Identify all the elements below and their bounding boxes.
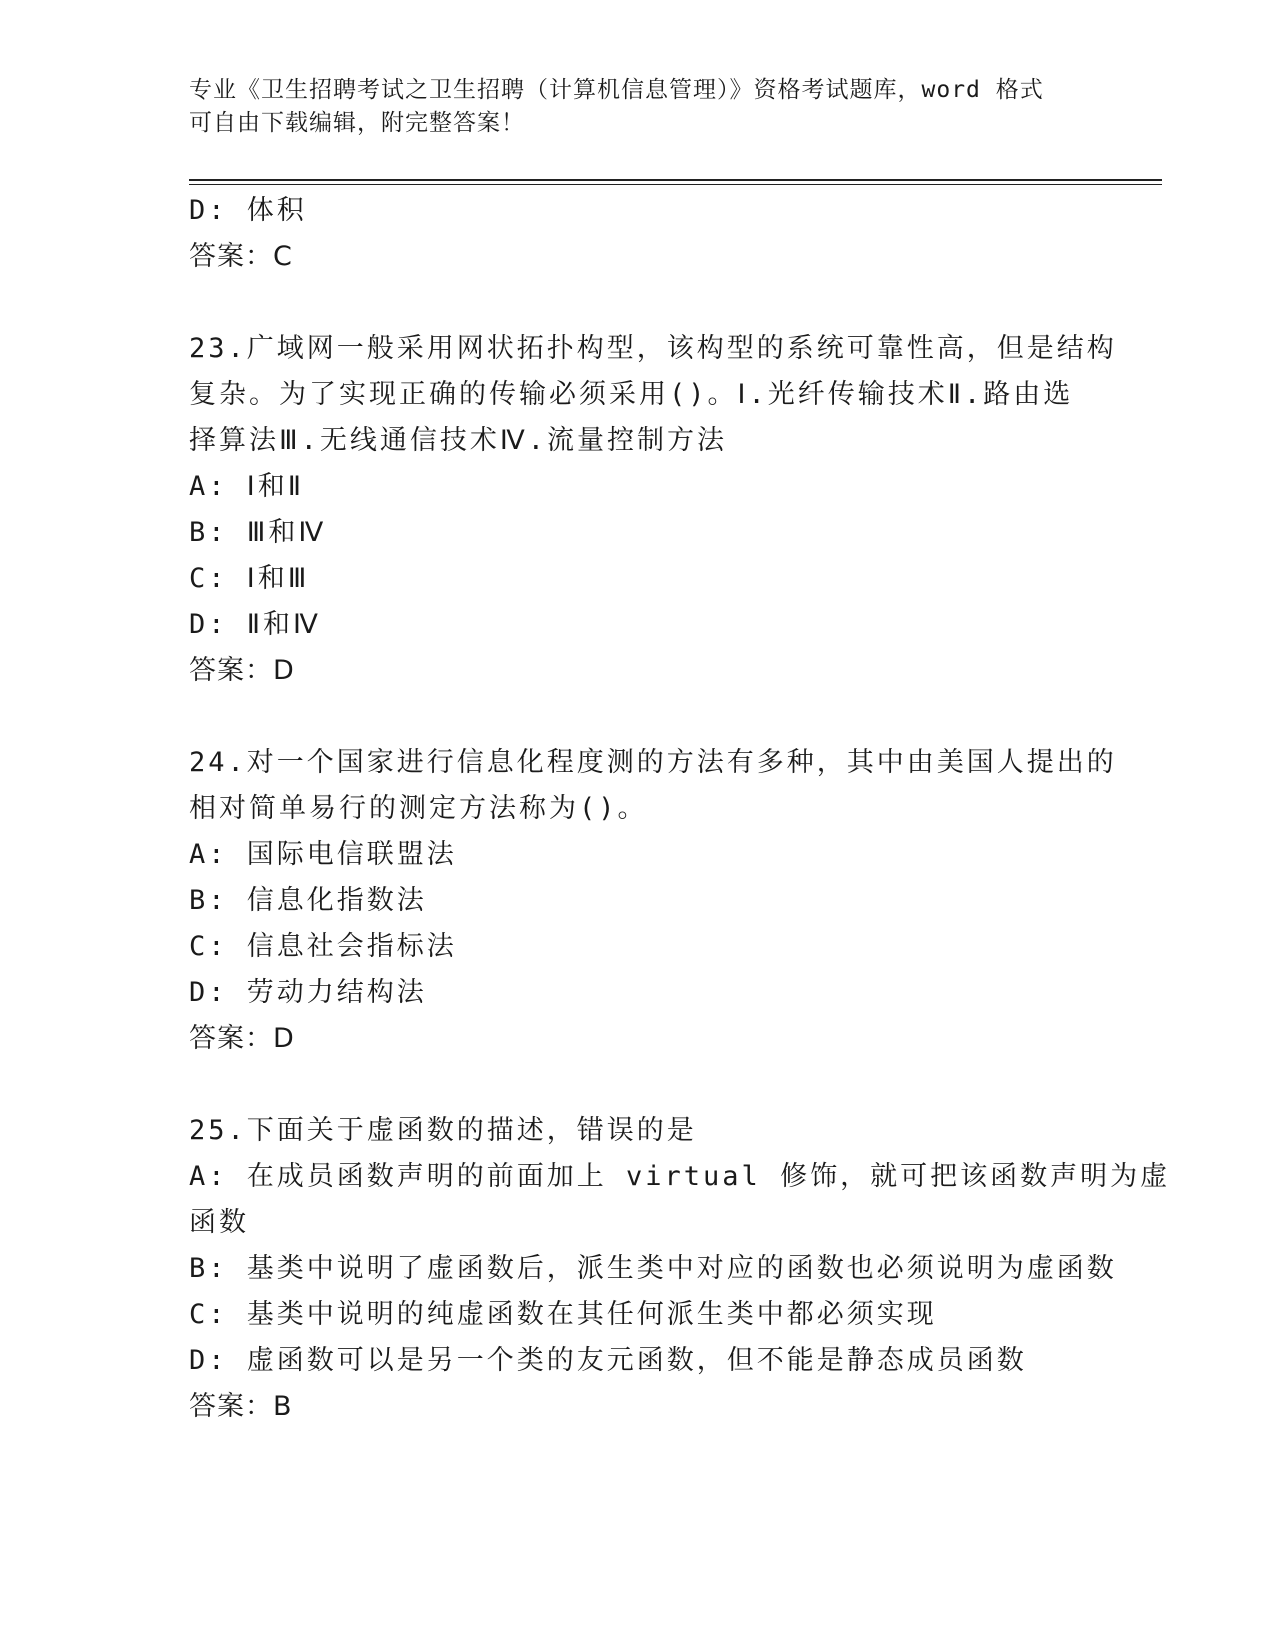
question-stem: 择算法Ⅲ.无线通信技术Ⅳ.流量控制方法 <box>189 425 728 456</box>
previous-option-d: D: 体积 <box>189 195 307 226</box>
header-line-2: 可自由下载编辑，附完整答案！ <box>189 110 525 136</box>
previous-answer: 答案：C <box>189 241 293 272</box>
header-line-1: 专业《卫生招聘考试之卫生招聘（计算机信息管理）》资格考试题库，word 格式 <box>189 77 1044 103</box>
option-a: A: 国际电信联盟法 <box>189 839 457 870</box>
question-content <box>189 188 1171 1430</box>
option-a-continued: 函数 <box>189 1207 249 1238</box>
option-d: D: 虚函数可以是另一个类的友元函数，但不能是静态成员函数 <box>189 1345 1027 1376</box>
spacer <box>189 1062 1089 1108</box>
option-b: B: 基类中说明了虚函数后，派生类中对应的函数也必须说明为虚函数 <box>189 1253 1117 1284</box>
header-rule-thin <box>189 184 1162 185</box>
question-23 <box>189 326 1117 694</box>
question-stem: 相对简单易行的测定方法称为()。 <box>189 793 648 824</box>
option-c: C: 基类中说明的纯虚函数在其任何派生类中都必须实现 <box>189 1299 937 1330</box>
question-stem: 23.广域网一般采用网状拓扑构型，该构型的系统可靠性高，但是结构 <box>189 333 1117 364</box>
option-d: D: Ⅱ和Ⅳ <box>189 609 321 640</box>
question-stem: 25.下面关于虚函数的描述，错误的是 <box>189 1115 697 1146</box>
option-b: B: Ⅲ和Ⅳ <box>189 517 327 548</box>
option-b: B: 信息化指数法 <box>189 885 427 916</box>
question-25 <box>189 1108 1171 1430</box>
option-a: A: 在成员函数声明的前面加上 virtual 修饰，就可把该函数声明为虚 <box>189 1161 1171 1192</box>
answer: 答案：D <box>189 1023 295 1054</box>
answer: 答案：B <box>189 1391 293 1422</box>
question-24 <box>189 740 1117 1062</box>
spacer <box>189 694 1089 740</box>
spacer <box>189 280 1089 326</box>
option-a: A: Ⅰ和Ⅱ <box>189 471 305 502</box>
option-c: C: 信息社会指标法 <box>189 931 457 962</box>
header-rule-thick <box>189 179 1162 181</box>
option-c: C: Ⅰ和Ⅲ <box>189 563 310 594</box>
question-stem: 复杂。为了实现正确的传输必须采用()。Ⅰ.光纤传输技术Ⅱ.路由选 <box>189 379 1074 410</box>
document-header <box>189 74 1089 140</box>
option-d: D: 劳动力结构法 <box>189 977 427 1008</box>
answer: 答案：D <box>189 655 295 686</box>
question-stem: 24.对一个国家进行信息化程度测的方法有多种，其中由美国人提出的 <box>189 747 1117 778</box>
